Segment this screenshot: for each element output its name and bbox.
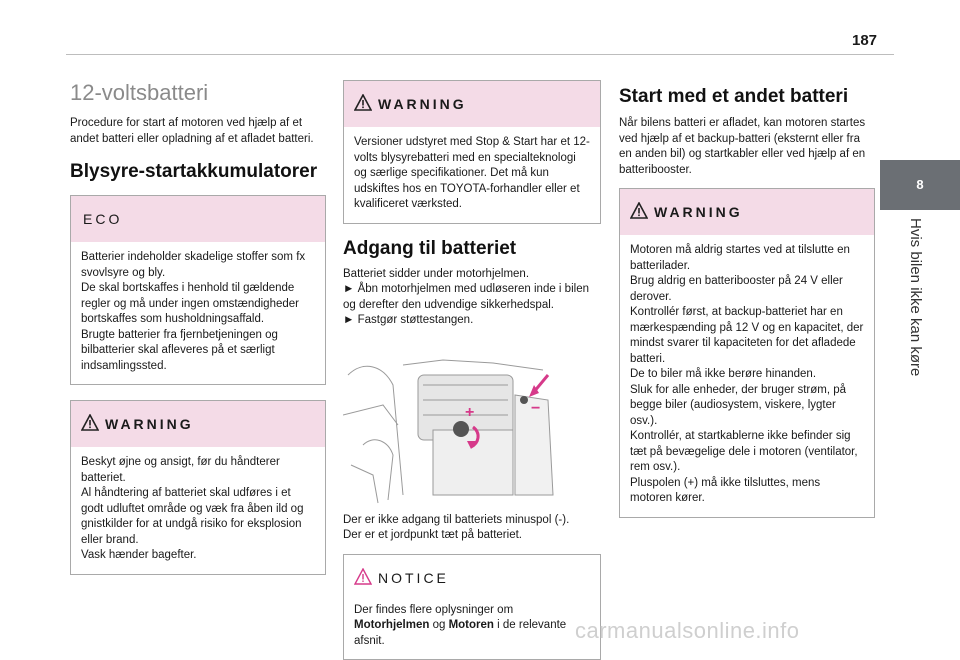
- warning-triangle-icon: [81, 414, 99, 431]
- column-1: [70, 80, 326, 575]
- eco-line: Brugte batterier fra fjernbetjeningen og bilbatterier skal afleveres på et særligt indsamlingssted.: [81, 328, 315, 375]
- warning-line: Kontrollér først, at backup-batteriet har en mærkespænding på 12 V og en kapacitet, der mindst svarer til kapaciteten for det afladede batteri.: [630, 305, 864, 367]
- warning-text: Versioner udstyret med Stop & Start har et 12-volts blysyrebatteri med en specialteknologi og særlige specifikationer. Det må kun udskiftes hos en TOYOTA-forhandler eller et kvalificeret værksted.: [354, 135, 590, 213]
- section-title: 12-voltsbatteri: [70, 80, 326, 106]
- warning-box: [343, 80, 601, 224]
- notice-label: NOTICE: [378, 570, 449, 586]
- warning-triangle-icon: [354, 94, 372, 111]
- warning-label: WARNING: [378, 96, 467, 112]
- warning-triangle-icon: [630, 202, 648, 219]
- notice-triangle-icon: [354, 568, 372, 585]
- access-line: ► Fastgør støttestangen.: [343, 313, 601, 329]
- chapter-tab[interactable]: 8: [880, 160, 960, 210]
- warning-label: WARNING: [654, 204, 743, 220]
- warning-line: Motoren må aldrig startes ved at tilslutte en batterilader.: [630, 243, 864, 274]
- warning-label: WARNING: [105, 416, 194, 432]
- plus-symbol: +: [465, 404, 474, 421]
- subsection-heading: Adgang til batteriet: [343, 238, 601, 260]
- eco-line: De skal bortskaffes i henhold til gældende regler og må under ingen omstændigheder bortskaffes som husholdningsaffald.: [81, 281, 315, 328]
- warning-line: Beskyt øjne og ansigt, før du håndterer batteriet.: [81, 455, 315, 486]
- battery-illustration: [343, 355, 558, 505]
- eco-header: [71, 196, 325, 242]
- column-2: [343, 80, 601, 660]
- intro-text: Procedure for start af motoren ved hjælp af et andet batteri eller opladning af et afladet batteri.: [70, 116, 326, 147]
- warning-box: [70, 400, 326, 575]
- subsection-heading: Blysyre-startakkumulatorer: [70, 161, 326, 183]
- notice-header: [344, 555, 600, 601]
- warning-line: Kontrollér, at startkablerne ikke befinder sig tæt på bevægelige dele i motoren (ventilator, rem osv.).: [630, 429, 864, 476]
- warning-header: [71, 401, 325, 447]
- access-line: ► Åbn motorhjelmen med udløseren inde i bilen og derefter den udvendige sikkerhedspal.: [343, 282, 601, 313]
- eco-label: ECO: [83, 211, 122, 227]
- warning-line: Al håndtering af batteriet skal udføres i et godt udluftet område og væk fra åben ild og gnistkilder for at undgå risiko for eksplosion eller brand.: [81, 486, 315, 548]
- column-3: [619, 80, 875, 518]
- intro-text: Når bilens batteri er afladet, kan motoren startes ved hjælp af et backup-batteri (eksternt eller fra en anden bil) og startkabler eller ved hjælp af en batteribooster.: [619, 116, 875, 178]
- access-line: Batteriet sidder under motorhjelmen.: [343, 267, 601, 283]
- page-number: 187: [852, 32, 877, 49]
- warning-header: [620, 189, 874, 235]
- watermark: carmanualsonline.info: [575, 618, 800, 644]
- warning-box: [619, 188, 875, 518]
- eco-box: [70, 195, 326, 385]
- notice-text: Der findes flere oplysninger om Motorhjelmen og Motoren i de relevante afsnit.: [354, 603, 590, 650]
- notice-bold-hood: Motorhjelmen: [354, 619, 429, 631]
- warning-line: Pluspolen (+) må ikke tilsluttes, mens motoren kører.: [630, 476, 864, 507]
- minus-symbol: −: [531, 400, 540, 417]
- figure-caption: Der er et jordpunkt tæt på batteriet.: [343, 528, 601, 544]
- eco-line: Batterier indeholder skadelige stoffer som fx svovlsyre og bly.: [81, 250, 315, 281]
- notice-bold-engine: Motoren: [449, 619, 494, 631]
- engine-bay-drawing: [343, 355, 558, 505]
- warning-line: Sluk for alle enheder, der bruger strøm, på begge biler (audiosystem, viskere, lygter osv.).: [630, 383, 864, 430]
- header-rule: [66, 54, 894, 55]
- notice-box: [343, 554, 601, 660]
- figure-caption: Der er ikke adgang til batteriets minuspol (-).: [343, 513, 601, 529]
- warning-header: [344, 81, 600, 127]
- warning-line: Vask hænder bagefter.: [81, 548, 315, 564]
- warning-line: Brug aldrig en batteribooster på 24 V eller derover.: [630, 274, 864, 305]
- subsection-heading: Start med et andet batteri: [619, 86, 875, 108]
- warning-line: De to biler må ikke berøre hinanden.: [630, 367, 864, 383]
- chapter-title: Hvis bilen ikke kan køre: [900, 218, 924, 408]
